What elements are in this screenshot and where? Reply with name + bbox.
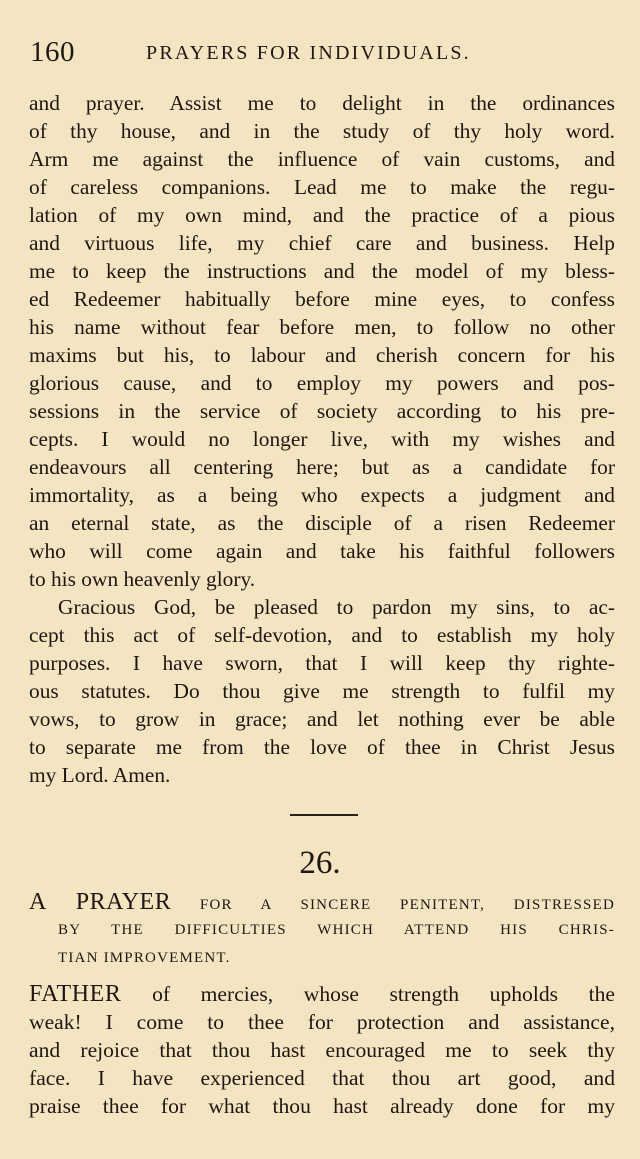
- opening-word: FATHER: [29, 981, 122, 1007]
- text-line: praise thee for what thou hast already done for my: [29, 1094, 615, 1118]
- text-line: cept this act of self-devotion, and to establish my holy: [29, 623, 615, 647]
- section-title-lead: A PRAYER: [29, 889, 172, 915]
- text-line: who will come again and take his faithful followers: [29, 539, 615, 563]
- text-line: face. I have experienced that thou art good, and: [29, 1066, 615, 1090]
- paragraph-gracious-god: [29, 593, 615, 789]
- page-header: [30, 36, 615, 72]
- text-line: me to keep the instructions and the model of my bless-: [29, 259, 615, 283]
- section-title-line: BY THE DIFFICULTIES WHICH ATTEND HIS CHRIS-: [58, 922, 615, 938]
- text-line: glorious cause, and to employ my powers and pos-: [29, 371, 615, 395]
- paragraph-father-of-mercies: [29, 980, 615, 1120]
- text-line: Gracious God, be pleased to pardon my sins, to ac-: [58, 595, 615, 619]
- section-title-line: [29, 888, 615, 916]
- text-line: and virtuous life, my chief care and business. Help: [29, 231, 615, 255]
- section-number: 26.: [299, 845, 341, 881]
- text-line: vows, to grow in grace; and let nothing ever be able: [29, 707, 615, 731]
- text-line: endeavours all centering here; but as a candidate for: [29, 455, 615, 479]
- text-line: and prayer. Assist me to delight in the ordinances: [29, 91, 615, 115]
- section-title: [29, 888, 615, 972]
- text-line: and rejoice that thou hast encouraged me to seek thy: [29, 1038, 615, 1062]
- text-line: ed Redeemer habitually before mine eyes, to confess: [29, 287, 615, 311]
- text-line: to his own heavenly glory.: [29, 567, 256, 591]
- text-line: purposes. I have sworn, that I will keep thy righte-: [29, 651, 615, 675]
- section-title-rest: FOR A SINCERE PENITENT, DISTRESSED: [199, 897, 615, 913]
- text-line: his name without fear before men, to follow no other: [29, 315, 615, 339]
- text-line: of careless companions. Lead me to make the regu-: [29, 175, 615, 199]
- text-line: sessions in the service of society according to his pre-: [29, 399, 615, 423]
- text-line: lation of my own mind, and the practice of a pious: [29, 203, 615, 227]
- text-line: of thy house, and in the study of thy holy word.: [29, 119, 615, 143]
- running-title: PRAYERS FOR INDIVIDUALS.: [146, 42, 471, 64]
- section-title-line: TIAN IMPROVEMENT.: [58, 950, 231, 966]
- opening-line-rest: of mercies, whose strength upholds the: [121, 982, 615, 1006]
- text-line: ous statutes. Do thou give me strength to fulfil my: [29, 679, 615, 703]
- text-line: my Lord. Amen.: [29, 763, 171, 787]
- text-line: an eternal state, as the disciple of a risen Redeemer: [29, 511, 615, 535]
- text-line: Arm me against the influence of vain customs, and: [29, 147, 615, 171]
- paragraph-continuation: [29, 89, 615, 593]
- text-line: maxims but his, to labour and cherish concern for his: [29, 343, 615, 367]
- page-number: 160: [30, 36, 75, 68]
- section-divider: [290, 814, 358, 816]
- text-line: cepts. I would no longer live, with my wishes and: [29, 427, 615, 451]
- text-line: [29, 980, 615, 1008]
- text-line: immortality, as a being who expects a judgment and: [29, 483, 615, 507]
- text-line: weak! I come to thee for protection and assistance,: [29, 1010, 615, 1034]
- text-line: to separate me from the love of thee in Christ Jesus: [29, 735, 615, 759]
